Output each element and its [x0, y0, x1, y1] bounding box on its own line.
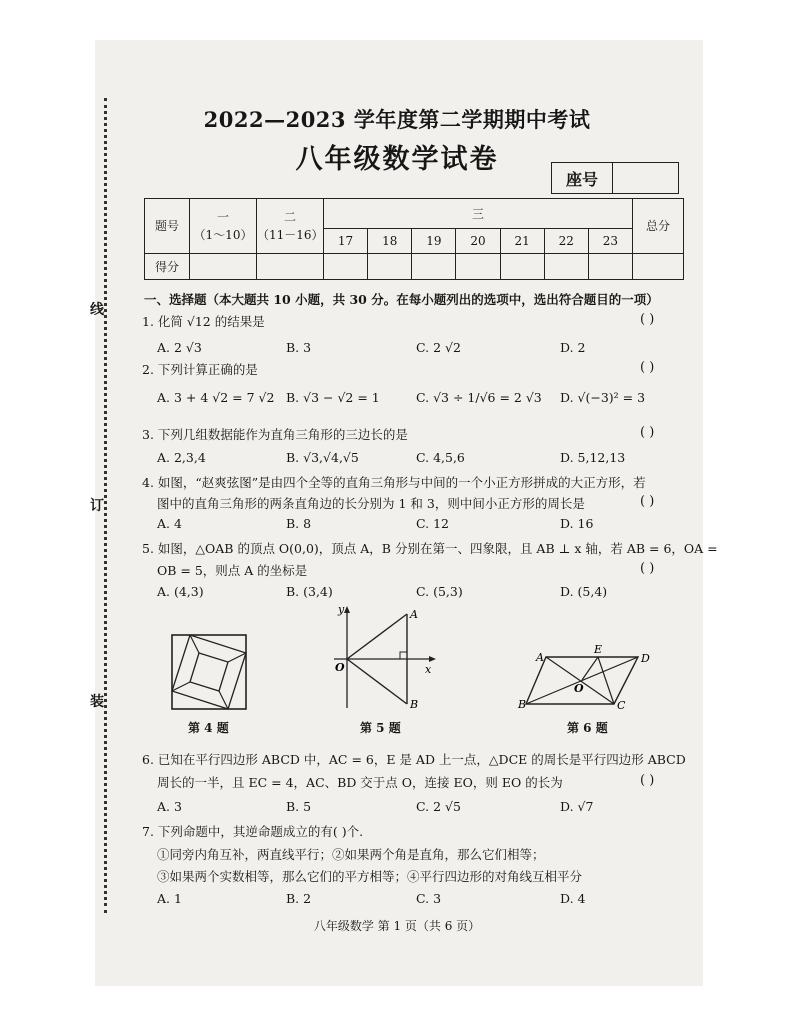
fig5-label-y: y	[338, 604, 345, 616]
fig6-label-o: O	[574, 682, 584, 695]
q6-option-c[interactable]: C. 2 √5	[416, 799, 461, 814]
score-item-20: 20	[456, 229, 500, 253]
score-item-17: 17	[324, 229, 368, 253]
q6-option-d[interactable]: D. √7	[560, 799, 594, 814]
fig6-label-b: B	[518, 698, 527, 711]
q3-option-c[interactable]: C. 4,5,6	[416, 450, 465, 465]
q4-option-b[interactable]: B. 8	[286, 516, 312, 531]
q1-option-d[interactable]: D. 2	[560, 340, 586, 355]
margin-mark-xian: 线	[90, 302, 104, 318]
q6-option-a[interactable]: A. 3	[157, 799, 182, 814]
score-part2: 二 （11－16）	[257, 199, 324, 254]
margin-mark-ding: 订	[90, 498, 104, 514]
q3-option-b[interactable]: B. √3,√4,√5	[286, 450, 359, 465]
q4-option-c[interactable]: C. 12	[416, 516, 449, 531]
q1-stem: 1. 化简 √12 的结果是	[142, 314, 265, 329]
q7-option-c[interactable]: C. 3	[416, 891, 442, 906]
score-cell[interactable]	[190, 253, 257, 279]
figure-4-caption: 第 4 题	[188, 721, 229, 735]
q3-option-a[interactable]: A. 2,3,4	[157, 450, 206, 465]
exam-subject-title: 八年级数学试卷	[295, 144, 499, 175]
fig5-label-b: B	[410, 698, 419, 711]
fig6-label-d: D	[641, 652, 650, 665]
q4-stem-line1: 4. 如图，“赵爽弦图”是由四个全等的直角三角形与中间的一个小正方形拼成的大正方形，若	[142, 475, 646, 490]
q2-option-d[interactable]: D. √(−3)² = 3	[560, 390, 646, 405]
q7-statement-line2: ③如果两个实数相等，那么它们的平方相等；④平行四边形的对角线互相平分	[157, 869, 583, 884]
score-total-label: 总分	[633, 199, 684, 254]
q2-option-c[interactable]: C. √3 ÷ 1/√6 = 2 √3	[416, 390, 542, 405]
q3-stem: 3. 下列几组数据能作为直角三角形的三边长的是	[142, 427, 408, 442]
q4-stem-line2: 图中的直角三角形的两条直角边的长分别为 1 和 3，则中间小正方形的周长是	[157, 496, 585, 511]
q1-answer-paren[interactable]: ( )	[640, 312, 655, 327]
q2-option-b[interactable]: B. √3 − √2 = 1	[286, 390, 380, 405]
fig6-label-a: A	[536, 651, 544, 664]
figure-5-diagram	[330, 604, 440, 712]
q4-option-a[interactable]: A. 4	[157, 516, 182, 531]
score-item-23: 23	[588, 229, 632, 253]
exam-year-title: 2022—2023 学年度第二学期期中考试	[203, 107, 591, 132]
figure-6-diagram	[516, 642, 656, 712]
score-item-21: 21	[500, 229, 544, 253]
fig5-label-o: O	[335, 661, 345, 674]
q5-stem-line2: OB = 5，则点 A 的坐标是	[157, 563, 308, 578]
score-cell[interactable]	[412, 253, 456, 279]
score-part3: 三	[324, 199, 633, 229]
score-item-22: 22	[544, 229, 588, 253]
fig5-label-a: A	[410, 608, 418, 621]
score-table	[144, 198, 684, 280]
q2-stem: 2. 下列计算正确的是	[142, 362, 258, 377]
score-item-18: 18	[368, 229, 412, 253]
q1-option-b[interactable]: B. 3	[286, 340, 312, 355]
q3-option-d[interactable]: D. 5,12,13	[560, 450, 626, 465]
fig6-label-c: C	[617, 699, 626, 712]
q4-answer-paren[interactable]: ( )	[640, 494, 655, 509]
q6-stem-line2: 周长的一半，且 EC = 4，AC、BD 交于点 O，连接 EO，则 EO 的长为	[157, 775, 563, 790]
score-cell[interactable]	[588, 253, 632, 279]
q6-answer-paren[interactable]: ( )	[640, 773, 655, 788]
page-footer: 八年级数学 第 1 页（共 6 页）	[313, 919, 481, 933]
score-cell[interactable]	[257, 253, 324, 279]
q7-statement-line1: ①同旁内角互补，两直线平行；②如果两个角是直角，那么它们相等；	[157, 847, 545, 862]
q5-option-d[interactable]: D. (5,4)	[560, 584, 608, 599]
section1-header: 一、选择题（本大题共 10 小题，共 30 分。在每小题列出的选项中，选出符合题目的一项）	[144, 292, 659, 307]
q7-option-b[interactable]: B. 2	[286, 891, 312, 906]
score-item-19: 19	[412, 229, 456, 253]
score-cell[interactable]	[368, 253, 412, 279]
q4-option-d[interactable]: D. 16	[560, 516, 594, 531]
score-part1: 一 （1～10）	[190, 199, 257, 254]
q5-stem-line1: 5. 如图，△OAB 的顶点 O(0,0)，顶点 A，B 分别在第一、四象限，且 AB ⊥ x 轴，若 AB = 6，OA =	[142, 541, 718, 556]
q6-option-b[interactable]: B. 5	[286, 799, 312, 814]
q3-answer-paren[interactable]: ( )	[640, 425, 655, 440]
q7-option-d[interactable]: D. 4	[560, 891, 586, 906]
seat-label: 座号	[552, 163, 613, 193]
q2-option-a[interactable]: A. 3 + 4 √2 = 7 √2	[157, 390, 275, 405]
q7-option-a[interactable]: A. 1	[157, 891, 182, 906]
margin-mark-zhuang: 装	[90, 694, 104, 710]
score-row-label-question: 题号	[145, 199, 190, 254]
figure-5-caption: 第 5 题	[360, 721, 401, 735]
figure-4-diagram	[170, 633, 248, 711]
seat-number-field[interactable]	[613, 163, 678, 193]
q5-option-b[interactable]: B. (3,4)	[286, 584, 333, 599]
figure-6-caption: 第 6 题	[567, 721, 608, 735]
fig5-label-x: x	[425, 663, 432, 676]
score-row-label-score: 得分	[145, 253, 190, 279]
score-cell[interactable]	[500, 253, 544, 279]
q1-option-c[interactable]: C. 2 √2	[416, 340, 461, 355]
score-cell[interactable]	[544, 253, 588, 279]
q5-option-a[interactable]: A. (4,3)	[157, 584, 204, 599]
score-cell[interactable]	[324, 253, 368, 279]
seat-number-box	[551, 162, 679, 194]
q1-option-a[interactable]: A. 2 √3	[157, 340, 202, 355]
fig6-label-e: E	[594, 643, 603, 656]
score-cell[interactable]	[633, 253, 684, 279]
q6-stem-line1: 6. 已知在平行四边形 ABCD 中，AC = 6，E 是 AD 上一点，△DCE 的周长是平行四边形 ABCD	[142, 752, 686, 767]
q5-answer-paren[interactable]: ( )	[640, 561, 655, 576]
q7-stem: 7. 下列命题中，其逆命题成立的有( )个.	[142, 824, 364, 839]
score-cell[interactable]	[456, 253, 500, 279]
q2-answer-paren[interactable]: ( )	[640, 360, 655, 375]
q5-option-c[interactable]: C. (5,3)	[416, 584, 463, 599]
